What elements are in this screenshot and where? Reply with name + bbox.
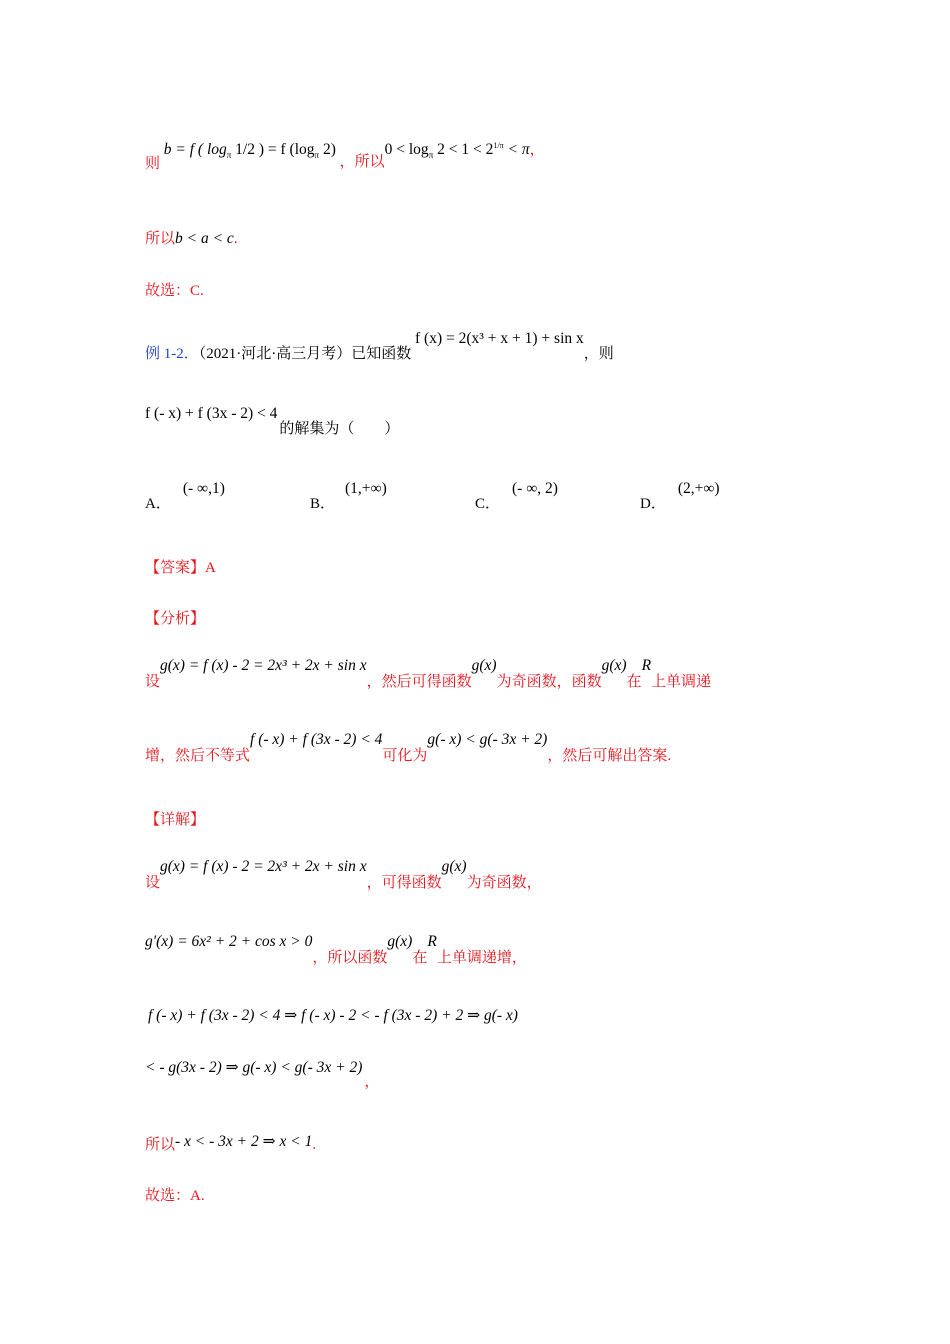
text: 在 — [412, 950, 428, 966]
math: < - g(3x - 2) ⇒ g(- x) < g(- 3x + 2) — [145, 1059, 363, 1076]
text: 所以 — [145, 231, 176, 247]
text: 增，然后不等式 — [145, 748, 251, 764]
option-value: (- ∞, 2) — [512, 480, 558, 497]
text: 在 — [626, 674, 642, 690]
math: f (- x) + f (3x - 2) < 4 — [145, 405, 278, 422]
math: b < a < c — [175, 230, 234, 247]
text: . — [312, 1137, 317, 1153]
text: ，所以 — [339, 154, 385, 170]
text: 所以 — [145, 1137, 176, 1153]
option-c[interactable] — [475, 480, 558, 513]
math: f (- x) + f (3x - 2) < 4 ⇒ f (- x) - 2 < - f (3x - 2) + 2 ⇒ g(- x) — [148, 1007, 518, 1024]
text: ，可得函数 — [366, 875, 442, 891]
math: R — [641, 657, 652, 674]
solution-line-order — [145, 227, 238, 248]
math: 2) — [319, 141, 336, 158]
text: 上单调递增， — [436, 950, 527, 966]
answer-heading: 【答案】A — [145, 560, 216, 576]
text: 的解集为（ ） — [279, 421, 400, 437]
option-value: (1,+∞) — [345, 480, 387, 497]
option-letter: B． — [310, 496, 336, 512]
math: R — [427, 933, 437, 950]
option-d[interactable] — [640, 480, 720, 513]
math-sub: π — [428, 150, 434, 160]
detail-line-5 — [145, 1133, 316, 1154]
math-sub: π — [226, 150, 232, 160]
analysis-line-2 — [145, 731, 672, 765]
math: 2 < 1 < 2 — [433, 141, 494, 158]
math: 0 < log — [384, 141, 429, 158]
text: . — [233, 231, 238, 247]
choice-c-line: 故选：C. — [145, 283, 204, 299]
option-letter: D． — [640, 496, 666, 512]
option-a[interactable] — [145, 480, 225, 513]
math: g(x) = f (x) - 2 = 2x³ + 2x + sin x — [160, 858, 367, 875]
option-letter: A． — [145, 496, 171, 512]
math: b = f ( log — [163, 141, 227, 158]
text: 设 — [145, 875, 161, 891]
solution-line-b-value — [145, 138, 545, 172]
detail-line-1 — [145, 858, 542, 892]
option-value: (- ∞,1) — [182, 480, 225, 497]
math: g′(x) = 6x² + 2 + cos x > 0 — [145, 933, 313, 950]
option-value: (2,+∞) — [677, 480, 720, 497]
text: 设 — [145, 674, 161, 690]
text: ， — [529, 142, 545, 158]
math: g(x) — [387, 933, 413, 950]
final-choice-line: 故选：A. — [145, 1188, 205, 1204]
detail-line-4 — [145, 1056, 380, 1090]
text: ，然后可得函数 — [366, 674, 472, 690]
math: g(x) — [471, 657, 497, 674]
math-sub: π — [314, 150, 320, 160]
text: ，则 — [583, 346, 614, 362]
question-line — [145, 405, 400, 438]
option-b[interactable] — [310, 480, 387, 513]
math: g(x) — [441, 858, 467, 875]
analysis-heading: 【分析】 — [145, 611, 206, 627]
detail-line-2 — [145, 933, 527, 967]
text: 则 — [145, 156, 161, 172]
math: f (- x) + f (3x - 2) < 4 — [250, 731, 383, 748]
math: < π — [503, 141, 530, 158]
math: 1/2 ) = f (log — [231, 141, 315, 158]
text: ，然后可解出答案. — [547, 748, 672, 764]
example-label: 例 1-2． — [145, 346, 199, 362]
detail-heading: 【详解】 — [145, 812, 206, 828]
example-source: （2021·河北·高三月考）已知函数 — [198, 346, 412, 362]
math: g(- x) < g(- 3x + 2) — [427, 731, 548, 748]
math: f (x) = 2(x³ + x + 1) + sin x — [415, 330, 584, 347]
math: - x < - 3x + 2 ⇒ x < 1 — [175, 1133, 313, 1150]
text: ， — [364, 1074, 380, 1090]
example-title — [145, 330, 614, 363]
text: 为奇函数， — [466, 875, 542, 891]
math: g(x) = f (x) - 2 = 2x³ + 2x + sin x — [160, 657, 367, 674]
text: 上单调递 — [651, 674, 712, 690]
math-sup: 1/π — [493, 141, 504, 150]
text: ，所以函数 — [312, 950, 388, 966]
analysis-line-1 — [145, 657, 712, 691]
text: 可化为 — [382, 748, 428, 764]
math: g(x) — [601, 657, 627, 674]
option-letter: C． — [475, 496, 501, 512]
detail-line-3 — [148, 1006, 518, 1025]
text: 为奇函数，函数 — [496, 674, 602, 690]
